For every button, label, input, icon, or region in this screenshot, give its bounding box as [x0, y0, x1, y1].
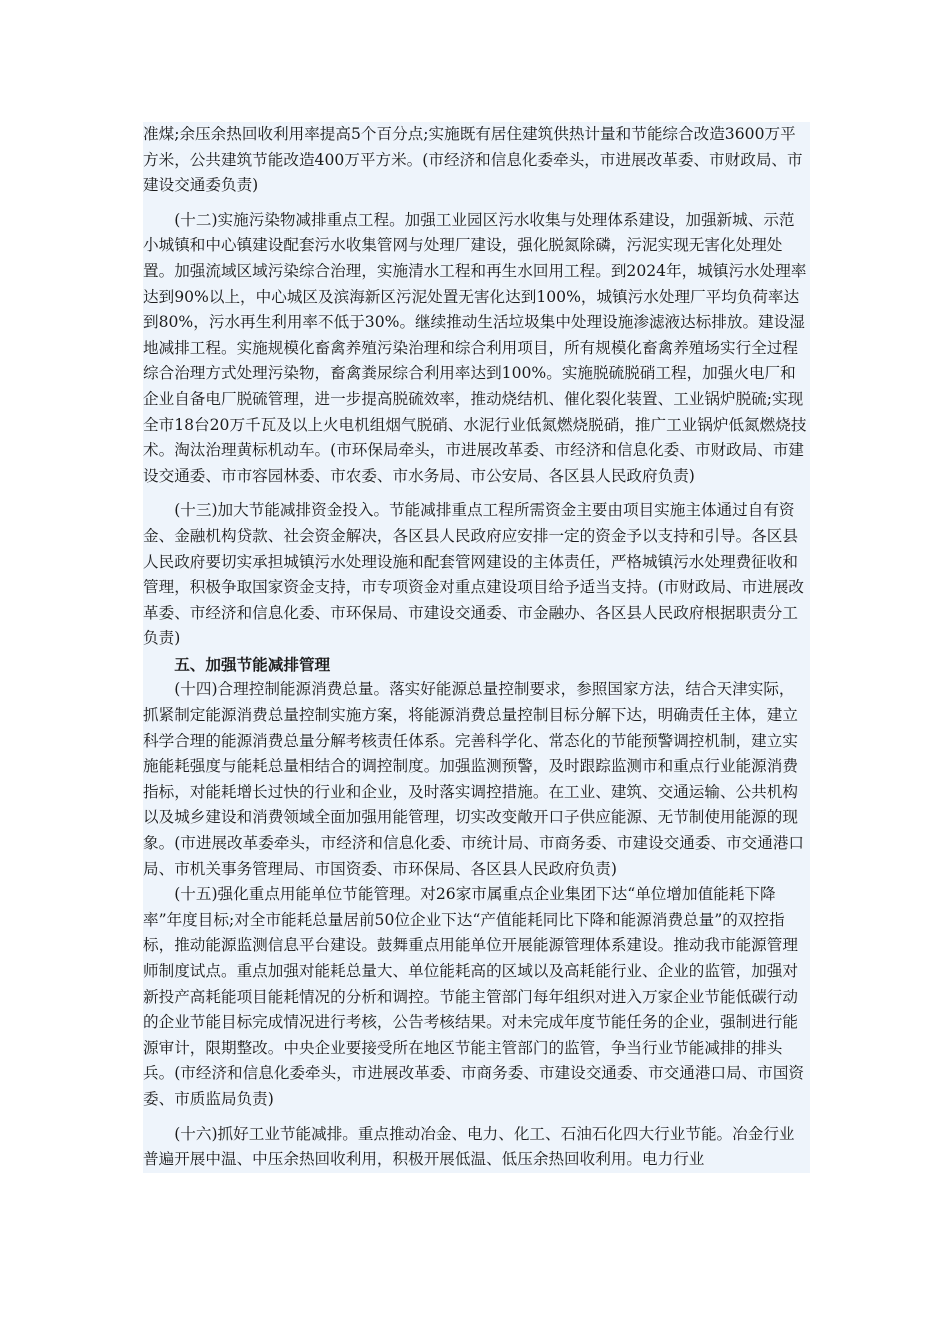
paragraph-15: (十五)强化重点用能单位节能管理。对26家市属重点企业集团下达“单位增加值能耗下降率”年度目标;对全市能耗总量居前50位企业下达“产值能耗同比下降和能源消费总量”的双控指标，推动能源监测信息平台建设。鼓舞重点用能单位开展能源管理体系建设。推动我市能源管理师制度试点。重点加强对能耗总量大、单位能耗高的区域以及高耗能行业、企业的监管，加强对新投产高耗能项目能耗情况的分析和调控。节能主管部门每年组织对进入万家企业节能低碳行动的企业节能目标完成情况进行考核，公告考核结果。对未完成年度节能任务的企业，强制进行能源审计，限期整改。中央企业要接受所在地区节能主管部门的监管，争当行业节能减排的排头兵。(市经济和信息化委牵头，市进展改革委、市商务委、市建设交通委、市交通港口局、市国资委、市质监局负责)	[143, 885, 805, 1108]
paragraph-13: (十三)加大节能减排资金投入。节能减排重点工程所需资金主要由项目实施主体通过自有资金、金融机构贷款、社会资金解决，各区县人民政府应安排一定的资金予以支持和引导。各区县人民政府要切实承担城镇污水处理设施和配套管网建设的主体责任，严格城镇污水处理费征收和管理，积极争取国家资金支持，市专项资金对重点建设项目给予适当支持。(市财政局、市进展改革委、市经济和信息化委、市环保局、市建设交通委、市金融办、各区县人民政府根据职责分工负责)	[143, 501, 805, 648]
document-body	[143, 122, 810, 1173]
section-heading-5: 五、加强节能减排管理	[174, 654, 331, 674]
paragraph-16: (十六)抓好工业节能减排。重点推动冶金、电力、化工、石油石化四大行业节能。冶金行业普遍开展中温、中压余热回收利用，积极开展低温、低压余热回收利用。电力行业	[143, 1124, 795, 1169]
paragraph-continuation: 准煤;余压余热回收利用率提高5个百分点;实施既有居住建筑供热计量和节能综合改造3600万平方米，公共建筑节能改造400万平方米。(市经济和信息化委牵头，市进展改革委、市财政局、市建设交通委负责)	[143, 125, 803, 195]
paragraph-12: (十二)实施污染物减排重点工程。加强工业园区污水收集与处理体系建设，加强新城、示范小城镇和中心镇建设配套污水收集管网与处理厂建设，强化脱氮除磷，污泥实现无害化处理处置。加强流域区域污染综合治理，实施清水工程和再生水回用工程。到2024年，城镇污水处理率达到90%以上，中心城区及滨海新区污泥处置无害化达到100%，城镇污水处理厂平均负荷率达到80%，污水再生利用率不低于30%。继续推动生活垃圾集中处理设施渗滤液达标排放。建设湿地减排工程。实施规模化畜禽养殖污染治理和综合利用项目，所有规模化畜禽养殖场实行全过程综合治理方式处理污染物，畜禽粪尿综合利用率达到100%。实施脱硫脱硝工程，加强火电厂和企业自备电厂脱硫管理，进一步提高脱硫效率，推动烧结机、催化裂化装置、工业锅炉脱硫;实现全市18台20万千瓦及以上火电机组烟气脱硝、水泥行业低氮燃烧脱硝，推广工业锅炉低氮燃烧技术。淘汰治理黄标机动车。(市环保局牵头，市进展改革委、市经济和信息化委、市财政局、市建设交通委、市市容园林委、市农委、市水务局、市公安局、各区县人民政府负责)	[143, 210, 807, 485]
paragraph-14: (十四)合理控制能源消费总量。落实好能源总量控制要求，参照国家方法，结合天津实际，抓紧制定能源消费总量控制实施方案，将能源消费总量控制目标分解下达，明确责任主体，建立科学合理的能源消费总量分解考核责任体系。完善科学化、常态化的节能预警调控机制，建立实施能耗强度与能耗总量相结合的调控制度。加强监测预警，及时跟踪监测市和重点行业能源消费指标，对能耗增长过快的行业和企业，及时落实调控措施。在工业、建筑、交通运输、公共机构以及城乡建设和消费领域全面加强用能管理，切实改变敞开口子供应能源、无节制使用能源的现象。(市进展改革委牵头，市经济和信息化委、市统计局、市商务委、市建设交通委、市交通港口局、市机关事务管理局、市国资委、市环保局、各区县人民政府负责)	[143, 680, 805, 878]
